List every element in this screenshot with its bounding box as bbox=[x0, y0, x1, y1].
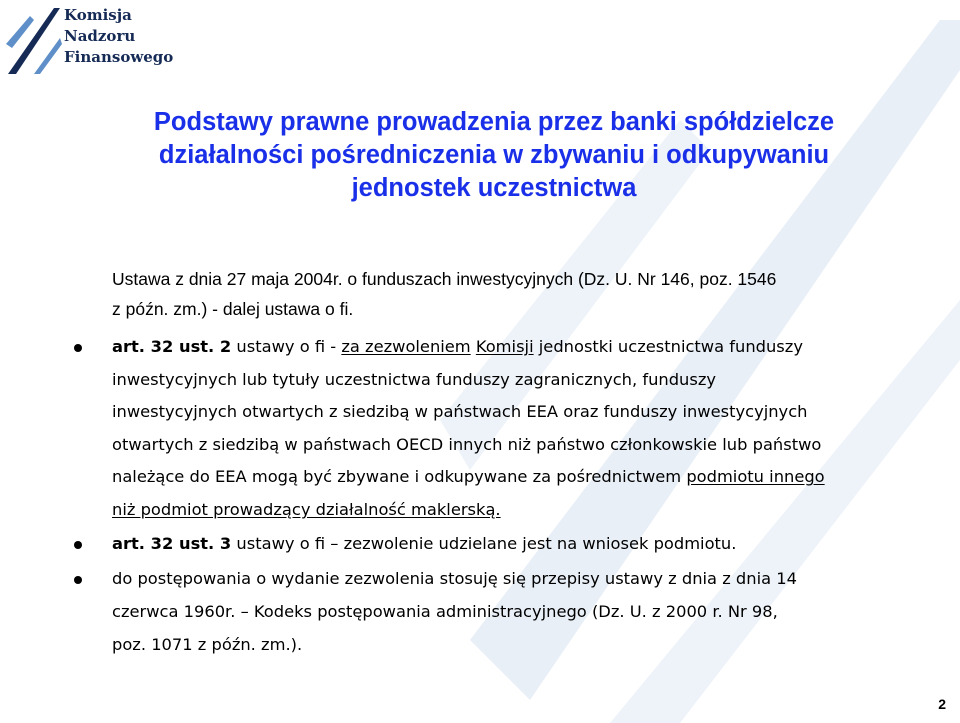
bullet-dot-2 bbox=[74, 541, 82, 549]
page-number: 2 bbox=[938, 696, 946, 712]
bullet-1-line-1 bbox=[112, 331, 803, 364]
bullet-1-underline-2: Komisji bbox=[475, 337, 534, 356]
intro-paragraph bbox=[112, 264, 912, 324]
bullet-2-lead: art. 32 ust. 3 bbox=[112, 534, 232, 553]
title-line-1: Podstawy prawne prowadzenia przez banki spółdzielcze bbox=[153, 108, 835, 136]
title-line-3: jednostek uczestnictwa bbox=[351, 174, 637, 202]
bullet-1-lead: art. 32 ust. 2 bbox=[112, 337, 232, 356]
intro-line-2: z późn. zm.) - dalej ustawa o fi. bbox=[112, 299, 354, 319]
title-line-2: działalności pośredniczenia w zbywaniu i odkupywaniu bbox=[158, 141, 830, 169]
bullet-1-line-5 bbox=[112, 461, 825, 494]
bullet-3-line-1: do postępowania o wydanie zezwolenia stosuję się przepisy ustawy z dnia z dnia 14 bbox=[112, 569, 797, 588]
knf-logo-icon bbox=[4, 4, 64, 78]
logo-line-3: Finansowego bbox=[64, 48, 174, 66]
bullet-1-line-5-underline: podmiotu innego bbox=[686, 467, 825, 486]
intro-line-1: Ustawa z dnia 27 maja 2004r. o funduszach inwestycyjnych (Dz. U. Nr 146, poz. 1546 bbox=[112, 269, 777, 289]
bullet-1-line-3: inwestycyjnych otwartych z siedzibą w państwach EEA oraz funduszy inwestycyjnych bbox=[112, 402, 808, 421]
bullet-1-line-2: inwestycyjnych lub tytuły uczestnictwa funduszy zagranicznych, funduszy bbox=[112, 370, 717, 389]
bullet-3-line-2: czerwca 1960r. – Kodeks postępowania administracyjnego (Dz. U. z 2000 r. Nr 98, bbox=[112, 602, 778, 621]
bullet-1-underline-1: za zezwoleniem bbox=[341, 337, 471, 356]
bullet-1-text-a: ustawy o fi - bbox=[231, 337, 342, 356]
bullet-1-line-5-text: należące do EEA mogą być zbywane i odkupywane za pośrednictwem bbox=[112, 467, 687, 486]
bullet-dot-1 bbox=[74, 344, 82, 352]
bullet-1-line-6: niż podmiot prowadzący działalność maklerską. bbox=[112, 500, 501, 519]
slide-title bbox=[60, 106, 928, 205]
logo-text bbox=[64, 5, 173, 68]
logo-line-2: Nadzoru bbox=[64, 27, 136, 45]
bullet-3-line-3: poz. 1071 z późn. zm.). bbox=[112, 635, 303, 654]
logo-line-1: Komisja bbox=[64, 6, 132, 24]
bullet-1-line-4: otwartych z siedzibą w państwach OECD innych niż państwo członkowskie lub państwo bbox=[112, 435, 822, 454]
bullet-2-line-1 bbox=[112, 528, 736, 561]
bullet-2-text: ustawy o fi – zezwolenie udzielane jest na wniosek podmiotu. bbox=[231, 534, 737, 553]
bullet-1-text-b: jednostki uczestnictwa funduszy bbox=[533, 337, 803, 356]
bullet-dot-3 bbox=[74, 576, 82, 584]
